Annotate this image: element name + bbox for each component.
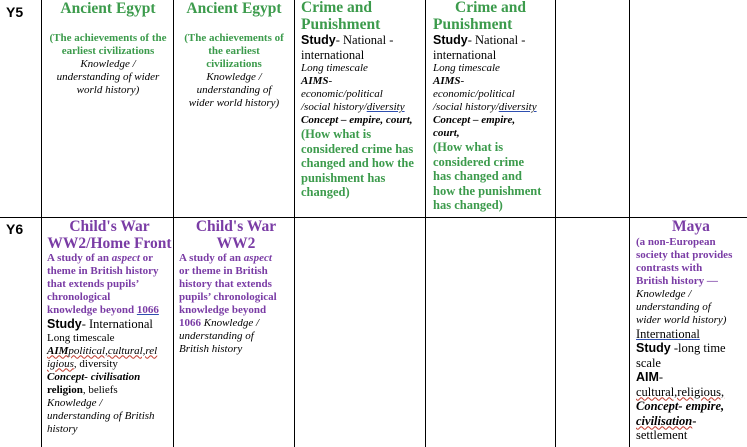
question-line: (How what is: [433, 140, 504, 154]
aim-dash: -: [658, 370, 664, 384]
concept-line: Concept- civilisation: [47, 370, 141, 383]
description-line: British history —: [636, 274, 718, 287]
timescale: Long timescale: [301, 62, 368, 74]
knowledge-line: Knowledge /: [636, 287, 692, 300]
aims-dash: -: [328, 75, 333, 87]
cell-title: Child's War: [195, 218, 277, 235]
cell-description: civilizations: [206, 57, 262, 70]
cell-title: Crime and: [455, 0, 527, 16]
description-emphasis: aspect: [111, 252, 140, 264]
description-line: contrasts with: [636, 261, 703, 274]
description-line: history that extends: [179, 278, 272, 290]
concept-line: Concept – empire,: [433, 114, 516, 126]
study-text: -long time: [670, 341, 726, 355]
knowledge-line: understanding of British: [47, 409, 155, 422]
description-text: A study of an: [179, 252, 244, 264]
aims-dash: -: [460, 75, 465, 87]
cell-description: the earliest: [208, 44, 260, 57]
y5-crime-punishment-cell-1: [301, 0, 425, 200]
description-line: [47, 304, 172, 317]
aims-label: AIMS: [433, 75, 461, 87]
study-line: scale: [636, 355, 661, 370]
grid-line: [41, 0, 42, 447]
cell-title: Child's War: [69, 218, 150, 235]
aim-label: AIM: [636, 370, 659, 384]
description-line: theme in British history: [47, 265, 159, 277]
cell-description: (The achievements of: [184, 31, 284, 44]
description-line: pupils’ chronological: [179, 291, 277, 303]
description-text: A study of an: [47, 252, 112, 264]
knowledge-line: wider world history): [188, 96, 280, 109]
aims-text: /social history/: [301, 101, 367, 113]
grid-line: [555, 0, 556, 447]
study-line: [47, 317, 172, 332]
aim-line: [636, 370, 746, 385]
aims-line: economic/political: [433, 88, 515, 100]
cell-title: Punishment: [433, 15, 513, 33]
aims-text: igious: [47, 357, 74, 370]
aims-line: [433, 75, 553, 88]
description-line: [179, 317, 293, 330]
question-line: (How what is: [301, 127, 372, 141]
concept-line: Concept – empire, court,: [301, 114, 413, 126]
aims-line: economic/political: [301, 88, 383, 100]
description-line: [179, 252, 293, 265]
aims-link-text: diversity: [366, 101, 405, 113]
study-line: [636, 341, 746, 356]
knowledge-line: world history): [76, 83, 140, 96]
study-text: - National -: [335, 33, 394, 47]
aims-line: [47, 358, 172, 371]
knowledge-text: Knowledge /: [203, 317, 260, 329]
knowledge-line: Knowledge /: [80, 57, 136, 70]
question-line: how the punishment: [433, 183, 542, 198]
aims-line: [47, 345, 172, 358]
aims-text: , diversity: [73, 357, 118, 370]
description-line: knowledge beyond: [179, 304, 267, 316]
cell-title: WW2/Home Front: [47, 234, 172, 252]
knowledge-line: understanding of: [179, 330, 254, 342]
knowledge-line: understanding of: [196, 83, 272, 96]
cell-title: Ancient Egypt: [60, 0, 156, 17]
question-line: punishment has: [301, 170, 386, 185]
description-line: society that provides: [636, 248, 733, 261]
cell-title: Punishment: [301, 15, 381, 33]
question-line: considered crime: [433, 154, 525, 169]
aims-text: /social history/: [433, 101, 499, 113]
knowledge-line: wider world history): [636, 313, 727, 326]
study-line: [433, 33, 553, 48]
row-label-y6: Y6: [6, 221, 24, 237]
y5-ancient-egypt-cell-1: [46, 1, 170, 97]
y6-childs-war-cell-2: [179, 219, 293, 356]
concept-text: , beliefs: [82, 383, 118, 396]
grid-line: [629, 0, 630, 447]
concept-text: religion: [47, 383, 83, 396]
concept-text: civilisation: [636, 413, 693, 428]
description-line: that extends pupils’: [47, 278, 140, 290]
aims-label: AIMS: [301, 75, 329, 87]
y6-maya-cell: [636, 219, 746, 443]
knowledge-line: British history: [179, 343, 243, 355]
study-label: Study: [636, 341, 671, 355]
knowledge-line: understanding of: [636, 300, 711, 313]
description-emphasis: aspect: [243, 252, 272, 264]
question-line: considered crime has: [301, 141, 414, 156]
aims-line: [433, 101, 553, 114]
study-line: [301, 33, 425, 48]
cell-title: Ancient Egypt: [186, 0, 282, 17]
row-label-y5: Y5: [6, 4, 24, 20]
study-label: Study: [47, 317, 82, 331]
y6-childs-war-cell-1: [47, 219, 172, 436]
aims-label: AIM: [47, 344, 69, 357]
study-label: Study: [301, 33, 336, 47]
description-text: or: [139, 252, 154, 264]
aim-line: cultural,religious,: [636, 384, 725, 399]
concept-line: settlement: [636, 428, 688, 442]
cell-title: Crime and: [301, 0, 373, 16]
description-line: (a non-European: [636, 235, 716, 248]
study-text: - National -: [467, 33, 526, 47]
cell-description: (The achievements of the earliest civilizations: [49, 31, 167, 57]
description-link-text: 1066: [136, 304, 159, 316]
knowledge-line: Knowledge /: [206, 70, 262, 83]
timescale: Long timescale: [47, 331, 115, 344]
aims-line: [301, 75, 425, 88]
cell-title: Maya: [672, 218, 710, 235]
concept-line: court,: [433, 127, 460, 139]
study-line: international: [433, 47, 497, 62]
study-text: - International: [81, 317, 153, 331]
aims-text: political,cultural,rel: [68, 344, 158, 357]
grid-line: [173, 0, 174, 447]
question-line: changed): [301, 185, 350, 199]
knowledge-line: understanding of wider: [56, 70, 160, 83]
grid-line: [425, 0, 426, 447]
description-text: knowledge beyond: [47, 304, 137, 316]
knowledge-line: history: [47, 422, 78, 435]
aims-link-text: diversity: [498, 101, 537, 113]
question-line: has changed): [433, 198, 503, 212]
study-line: international: [301, 47, 365, 62]
description-line: or theme in British: [179, 265, 268, 277]
question-line: has changed and: [433, 169, 522, 183]
description-line: [47, 252, 172, 265]
y5-ancient-egypt-cell-2: [176, 1, 292, 110]
concept-line: [47, 384, 172, 397]
description-text: 1066: [179, 317, 204, 329]
aims-line: [301, 101, 425, 114]
concept-dash: -: [692, 413, 697, 428]
question-line: changed and how the: [301, 156, 414, 170]
concept-line: Concept- empire,: [636, 399, 725, 413]
y5-crime-punishment-cell-2: [433, 0, 553, 213]
timescale: Long timescale: [433, 62, 500, 74]
concept-line: [636, 414, 746, 429]
cell-title: WW2: [216, 234, 256, 252]
description-line: chronological: [47, 291, 111, 303]
knowledge-line: Knowledge /: [47, 396, 103, 409]
study-label: Study: [433, 33, 468, 47]
grid-line: [294, 0, 295, 447]
international-text: International: [636, 326, 700, 341]
